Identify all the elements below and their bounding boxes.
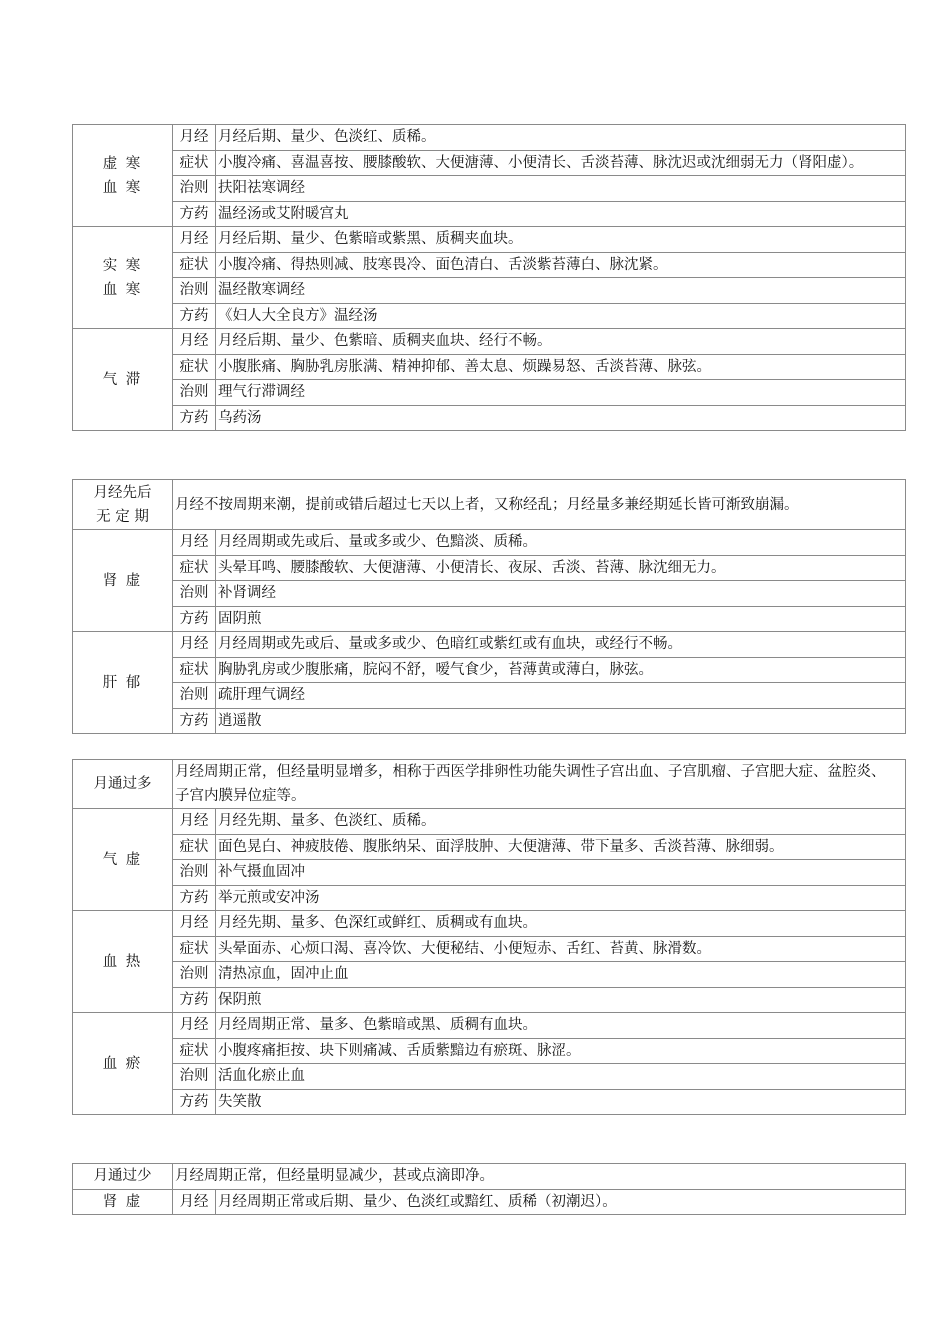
row-label: 方药 <box>173 303 216 329</box>
row-text: 月经先期、量多、色深红或鲜红、质稠或有血块。 <box>216 911 906 937</box>
row-text: 补肾调经 <box>216 581 906 607</box>
table-row <box>73 278 906 304</box>
table-row <box>73 354 906 380</box>
row-text: 逍遥散 <box>216 708 906 734</box>
row-label: 月经 <box>173 809 216 835</box>
table-row <box>73 1013 906 1039</box>
row-label: 症状 <box>173 252 216 278</box>
row-text: 扶阳祛寒调经 <box>216 176 906 202</box>
row-label: 症状 <box>173 555 216 581</box>
row-label: 治则 <box>173 176 216 202</box>
row-label: 月经 <box>173 911 216 937</box>
row-text: 活血化瘀止血 <box>216 1064 906 1090</box>
row-label: 方药 <box>173 1089 216 1115</box>
table-row <box>73 1038 906 1064</box>
row-label: 月经 <box>173 329 216 355</box>
category-description: 月经周期正常，但经量明显减少，甚或点滴即净。 <box>173 1164 906 1190</box>
table-row <box>73 911 906 937</box>
table-row <box>73 150 906 176</box>
row-label: 月经 <box>173 125 216 151</box>
table-row <box>73 683 906 709</box>
table-row <box>73 860 906 886</box>
row-text: 小腹冷痛、得热则减、肢寒畏冷、面色清白、舌淡紫苔薄白、脉沈紧。 <box>216 252 906 278</box>
row-text: 理气行滞调经 <box>216 380 906 406</box>
syndrome-name: 气 虚 <box>73 809 173 911</box>
syndrome-name: 虚 寒 血 寒 <box>73 125 173 227</box>
row-text: 月经周期正常或后期、量少、色淡红或黯红、质稀（初潮迟）。 <box>216 1189 906 1215</box>
table-header-row <box>73 1164 906 1190</box>
row-label: 月经 <box>173 1013 216 1039</box>
row-text: 清热凉血，固冲止血 <box>216 962 906 988</box>
row-text: 头晕面赤、心烦口渴、喜冷饮、大便秘结、小便短赤、舌红、苔黄、脉滑数。 <box>216 936 906 962</box>
table-row <box>73 555 906 581</box>
table-row <box>73 834 906 860</box>
row-text: 月经后期、量少、色紫暗、质稠夹血块、经行不畅。 <box>216 329 906 355</box>
row-label: 月经 <box>173 632 216 658</box>
row-label: 症状 <box>173 657 216 683</box>
table-row <box>73 530 906 556</box>
table-3 <box>72 759 906 1115</box>
row-text: 月经周期或先或后、量或多或少、色黯淡、质稀。 <box>216 530 906 556</box>
table-header-row <box>73 760 906 809</box>
row-text: 月经后期、量少、色紫暗或紫黑、质稠夹血块。 <box>216 227 906 253</box>
row-label: 月经 <box>173 1189 216 1215</box>
table-row <box>73 1064 906 1090</box>
category-name: 月通过多 <box>73 760 173 809</box>
table-row <box>73 201 906 227</box>
row-text: 乌药汤 <box>216 405 906 431</box>
row-text: 月经周期或先或后、量或多或少、色暗红或紫红或有血块，或经行不畅。 <box>216 632 906 658</box>
row-label: 方药 <box>173 708 216 734</box>
syndrome-name: 肾 虚 <box>73 530 173 632</box>
row-text: 月经先期、量多、色淡红、质稀。 <box>216 809 906 835</box>
row-text: 《妇人大全良方》温经汤 <box>216 303 906 329</box>
row-label: 治则 <box>173 860 216 886</box>
row-label: 症状 <box>173 936 216 962</box>
row-text: 举元煎或安冲汤 <box>216 885 906 911</box>
row-label: 治则 <box>173 962 216 988</box>
row-label: 治则 <box>173 278 216 304</box>
table-row <box>73 632 906 658</box>
category-name: 月通过少 <box>73 1164 173 1190</box>
row-text: 小腹冷痛、喜温喜按、腰膝酸软、大便溏薄、小便清长、舌淡苔薄、脉沈迟或沈细弱无力（肾阳虚）。 <box>216 150 906 176</box>
table-row <box>73 708 906 734</box>
row-text: 补气摄血固冲 <box>216 860 906 886</box>
table-row <box>73 303 906 329</box>
row-label: 方药 <box>173 987 216 1013</box>
category-description: 月经周期正常，但经量明显增多，相称于西医学排卵性功能失调性子宫出血、子宫肌瘤、子宫肥大症、盆腔炎、 子宫内膜异位症等。 <box>173 760 906 809</box>
row-label: 方药 <box>173 405 216 431</box>
row-text: 月经后期、量少、色淡红、质稀。 <box>216 125 906 151</box>
table-row <box>73 606 906 632</box>
table-header-row <box>73 480 906 530</box>
syndrome-name: 实 寒 血 寒 <box>73 227 173 329</box>
table-row <box>73 885 906 911</box>
syndrome-name: 肾 虚 <box>73 1189 173 1215</box>
table-row <box>73 380 906 406</box>
table-row <box>73 329 906 355</box>
row-label: 方药 <box>173 606 216 632</box>
row-label: 月经 <box>173 530 216 556</box>
row-label: 症状 <box>173 354 216 380</box>
table-row <box>73 125 906 151</box>
table-row <box>73 936 906 962</box>
row-label: 方药 <box>173 885 216 911</box>
table-row <box>73 962 906 988</box>
row-label: 症状 <box>173 150 216 176</box>
row-label: 症状 <box>173 834 216 860</box>
row-label: 治则 <box>173 380 216 406</box>
row-text: 面色晃白、神疲肢倦、腹胀纳呆、面浮肢肿、大便溏薄、带下量多、舌淡苔薄、脉细弱。 <box>216 834 906 860</box>
table-row <box>73 1189 906 1215</box>
table-1 <box>72 124 906 431</box>
table-row <box>73 809 906 835</box>
table-2 <box>72 479 906 734</box>
table-row <box>73 227 906 253</box>
syndrome-name: 气 滞 <box>73 329 173 431</box>
row-text: 月经周期正常、量多、色紫暗或黑、质稠有血块。 <box>216 1013 906 1039</box>
row-label: 症状 <box>173 1038 216 1064</box>
row-label: 月经 <box>173 227 216 253</box>
category-description: 月经不按周期来潮，提前或错后超过七天以上者，又称经乱；月经量多兼经期延长皆可渐致崩漏。 <box>173 480 906 530</box>
table-row <box>73 252 906 278</box>
syndrome-name: 血 热 <box>73 911 173 1013</box>
table-row <box>73 1089 906 1115</box>
table-row <box>73 581 906 607</box>
table-row <box>73 657 906 683</box>
row-text: 保阴煎 <box>216 987 906 1013</box>
syndrome-name: 肝 郁 <box>73 632 173 734</box>
row-text: 小腹疼痛拒按、块下则痛减、舌质紫黯边有瘀斑、脉涩。 <box>216 1038 906 1064</box>
table-row <box>73 987 906 1013</box>
row-text: 胸胁乳房或少腹胀痛，脘闷不舒，嗳气食少，苔薄黄或薄白，脉弦。 <box>216 657 906 683</box>
row-text: 小腹胀痛、胸胁乳房胀满、精神抑郁、善太息、烦躁易怒、舌淡苔薄、脉弦。 <box>216 354 906 380</box>
row-text: 疏肝理气调经 <box>216 683 906 709</box>
row-text: 头晕耳鸣、腰膝酸软、大便溏薄、小便清长、夜尿、舌淡、苔薄、脉沈细无力。 <box>216 555 906 581</box>
row-text: 失笑散 <box>216 1089 906 1115</box>
row-text: 固阴煎 <box>216 606 906 632</box>
syndrome-name: 血 瘀 <box>73 1013 173 1115</box>
category-name: 月经先后 无 定 期 <box>73 480 173 530</box>
row-text: 温经散寒调经 <box>216 278 906 304</box>
row-text: 温经汤或艾附暖宫丸 <box>216 201 906 227</box>
table-4 <box>72 1163 906 1215</box>
row-label: 治则 <box>173 683 216 709</box>
row-label: 治则 <box>173 1064 216 1090</box>
row-label: 治则 <box>173 581 216 607</box>
table-row <box>73 405 906 431</box>
table-row <box>73 176 906 202</box>
row-label: 方药 <box>173 201 216 227</box>
